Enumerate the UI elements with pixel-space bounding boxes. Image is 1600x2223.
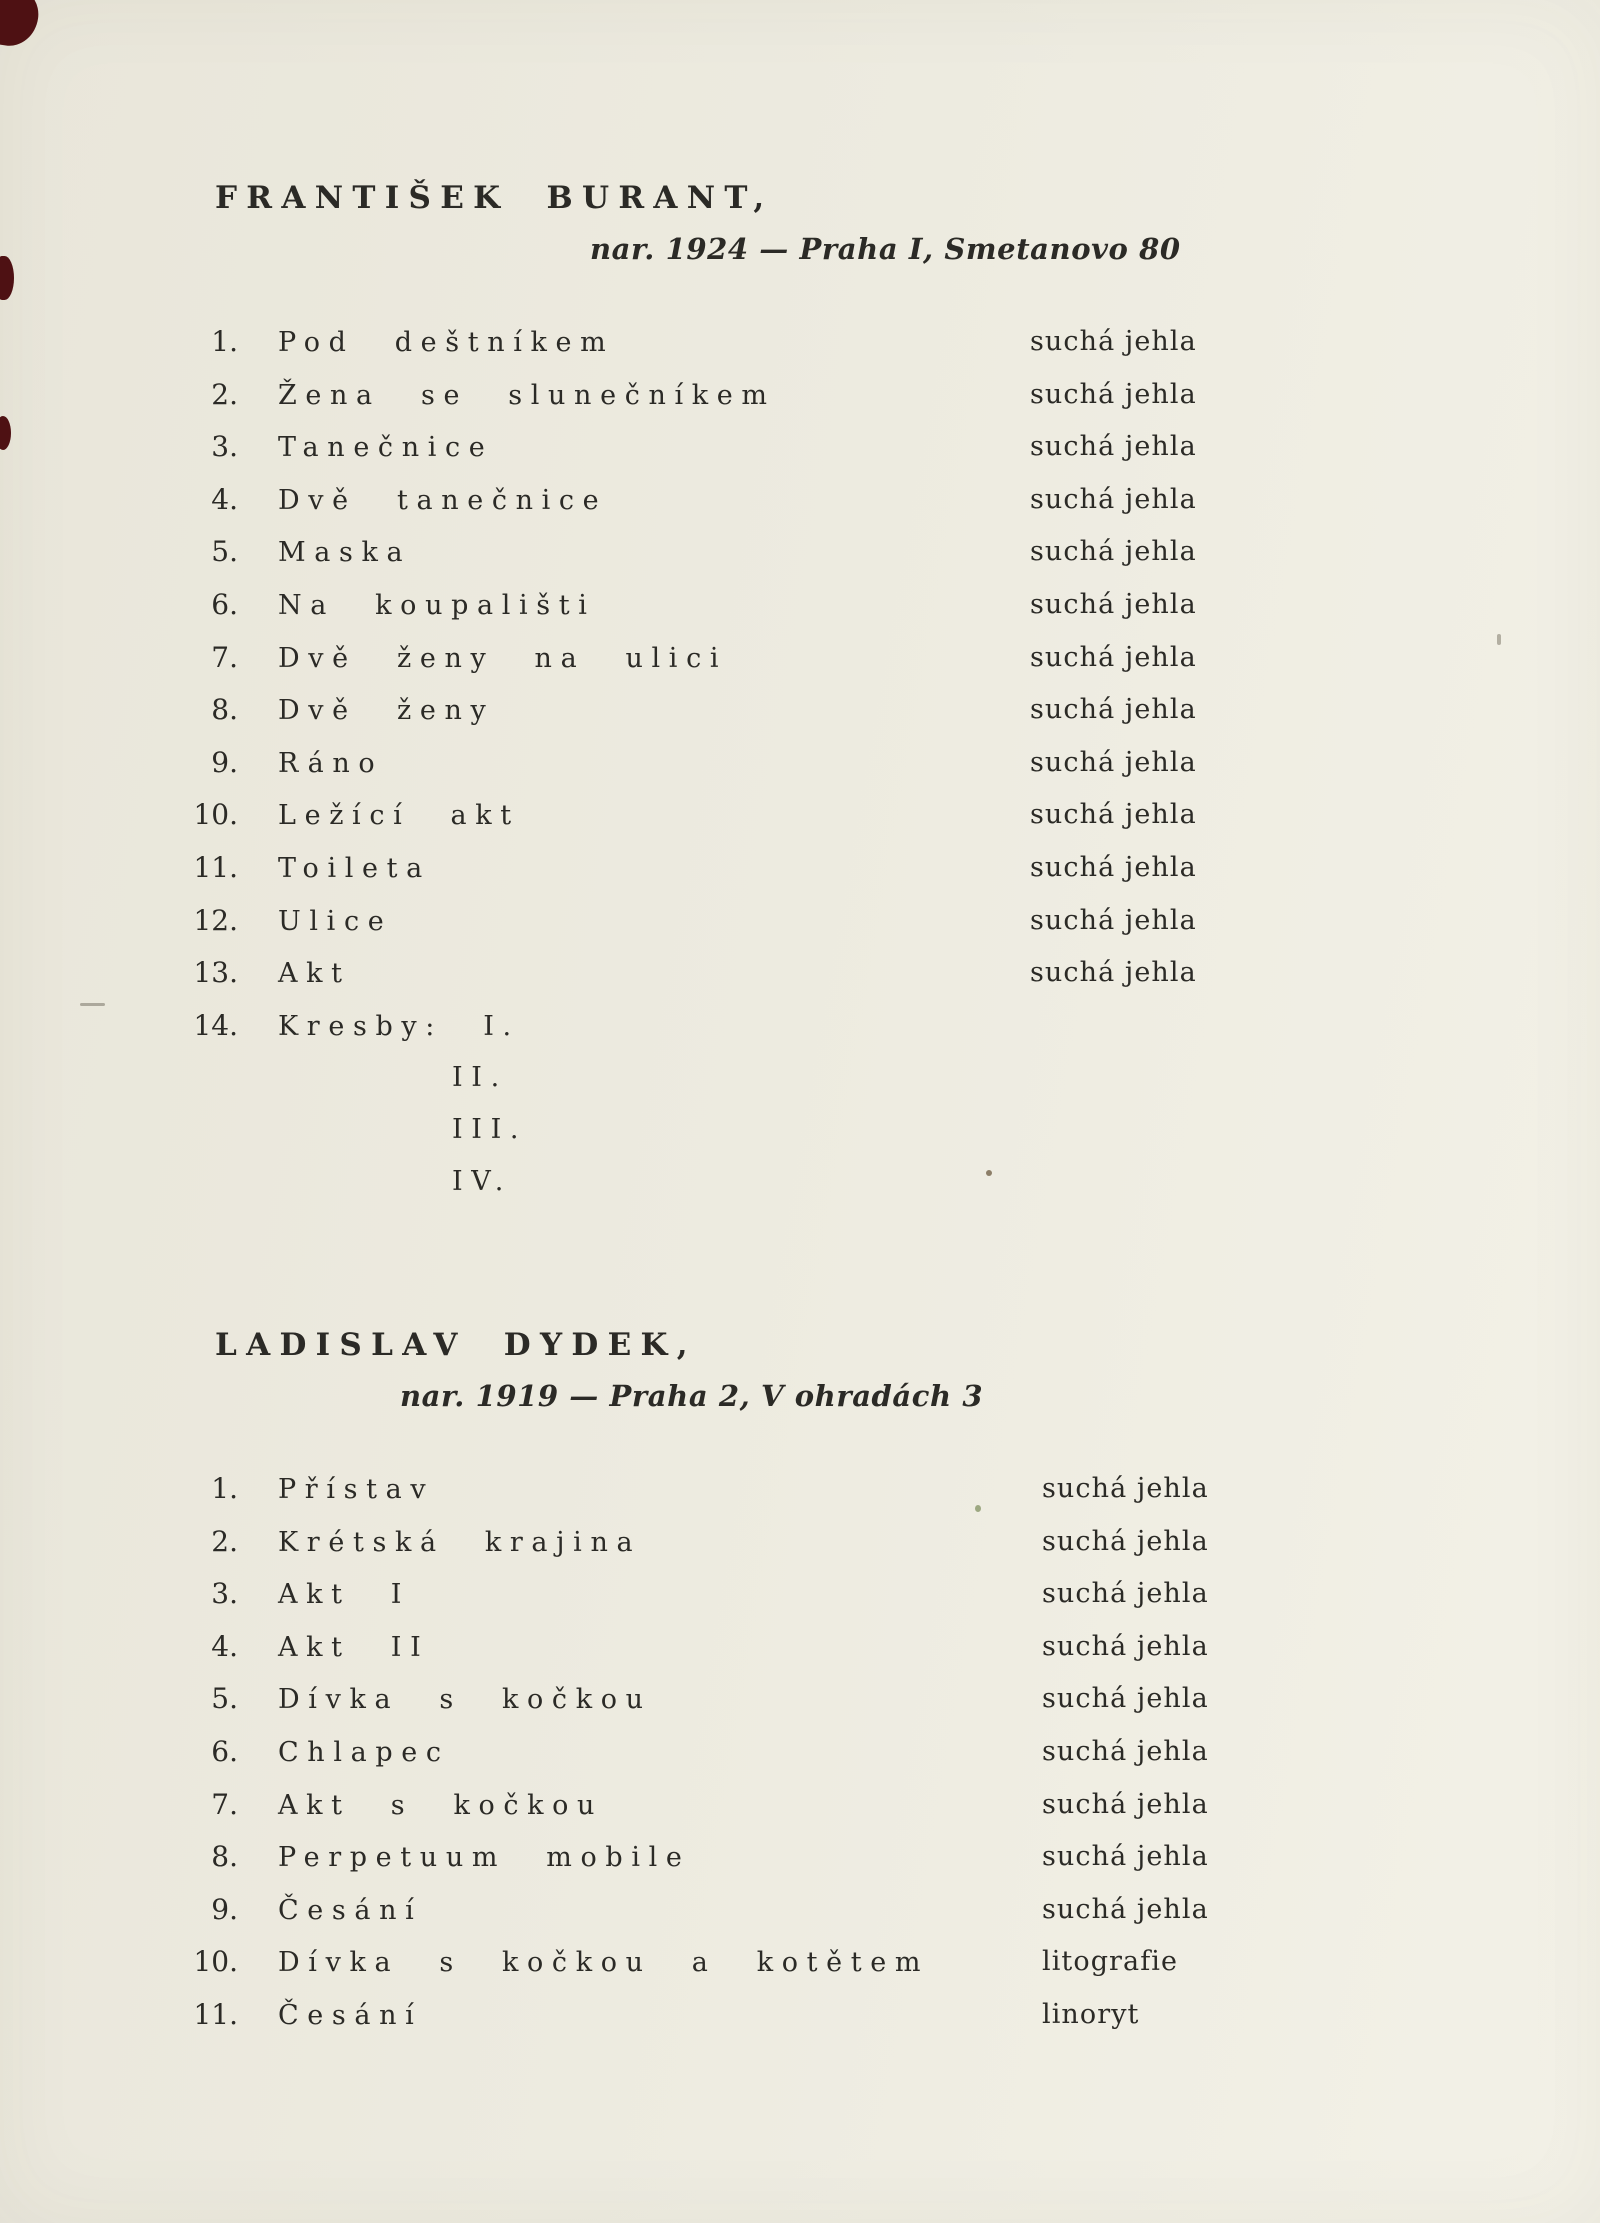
work-row [160,581,1600,634]
work-row [160,476,1600,529]
work-technique: suchá jehla [1030,851,1197,883]
work-row [160,1623,1600,1676]
work-number: 7. [211,1787,238,1821]
work-technique: suchá jehla [1030,904,1197,936]
work-number: 6. [211,587,238,621]
work-technique: suchá jehla [1030,957,1197,989]
work-number: 5. [211,1682,238,1716]
work-number: 5. [211,535,238,569]
work-title: Česání [278,2000,423,2032]
work-technique: suchá jehla [1042,1630,1209,1662]
work-title: Krétská krajina [278,1526,642,1558]
work-row [160,1728,1600,1781]
work-row [160,423,1600,476]
work-technique: suchá jehla [1030,326,1197,357]
work-technique: suchá jehla [1042,1893,1209,1925]
work-row [160,739,1600,792]
work-title: Dvě ženy [278,695,495,727]
work-number: 10. [193,1945,238,1979]
work-technique: suchá jehla [1042,1841,1209,1873]
work-number: 1. [211,325,238,358]
artist-name: FRANTIŠEK BURANT, [215,180,774,216]
work-number: 3. [211,1577,238,1611]
work-row [160,897,1600,950]
work-title: Žena se slunečníkem [278,379,776,411]
work-row [160,318,1600,371]
work-title: Toileta [278,852,431,884]
pencil-mark [80,1003,105,1006]
work-row [160,1886,1600,1939]
work-number: 4. [211,482,238,516]
work-number: 9. [211,1892,238,1926]
work-number: 2. [211,377,238,411]
work-technique: suchá jehla [1030,431,1197,463]
work-number: 4. [211,1629,238,1663]
work-number: 11. [193,850,238,884]
work-row [160,1938,1600,1991]
work-technique: linoryt [1042,1999,1140,2031]
work-title: Pod deštníkem [278,327,615,358]
work-row [160,844,1600,897]
work-number: 7. [211,640,238,674]
work-technique: suchá jehla [1030,536,1197,568]
work-title: Ležící akt [278,800,520,832]
work-title: Chlapec [278,1737,450,1769]
work-row [160,1833,1600,1886]
work-title: Na koupališti [278,589,596,621]
work-row [160,371,1600,424]
artist-section-burant [160,178,1600,1209]
work-row [160,1158,1600,1210]
work-row [160,528,1600,581]
work-number: 2. [211,1524,238,1558]
work-row [160,1465,1600,1518]
work-number: 6. [211,1735,238,1769]
work-row [160,1054,1600,1106]
work-row [160,791,1600,844]
work-technique: suchá jehla [1030,378,1197,410]
work-title: Akt [278,958,351,990]
work-row [160,686,1600,739]
work-technique: suchá jehla [1042,1473,1209,1505]
work-number: 8. [211,1840,238,1874]
work-title: Dvě ženy na ulici [278,642,728,674]
work-row [160,1106,1600,1158]
work-technique: suchá jehla [1030,641,1197,673]
work-technique: suchá jehla [1042,1788,1209,1820]
work-title: Dívka s kočkou a kotětem [278,1947,930,1979]
work-list [160,318,1600,1209]
work-number: 14. [193,1008,238,1042]
work-list [160,1465,1600,2044]
work-row [160,1991,1600,2044]
work-row [160,1781,1600,1834]
work-technique: suchá jehla [1042,1736,1209,1768]
work-title: Dívka s kočkou [278,1684,652,1716]
work-row [160,1570,1600,1623]
work-number: 11. [193,1998,238,2032]
work-technique: suchá jehla [1030,799,1197,831]
work-title: Perpetuum mobile [278,1842,691,1874]
work-row [160,1675,1600,1728]
artist-subtitle: nar. 1919 — Praha 2, V ohradách 3 [400,1379,984,1414]
work-title: Česání [278,1894,423,1926]
work-row [160,1002,1600,1055]
work-title: Akt s kočkou [278,1789,604,1821]
work-title: Tanečnice [278,432,494,464]
artist-subtitle: nar. 1924 — Praha I, Smetanovo 80 [590,232,1181,266]
work-row [160,1518,1600,1571]
work-title: Kresby: I. [278,1010,520,1042]
work-title: II. [452,1062,508,1094]
work-title: Akt I [278,1579,411,1611]
work-title: Přístav [278,1474,435,1506]
work-title: Ulice [278,905,393,937]
work-technique: suchá jehla [1030,694,1197,726]
work-number: 8. [211,693,238,727]
work-technique: litografie [1042,1946,1179,1978]
artist-section-dydek [160,1325,1600,2044]
work-technique: suchá jehla [1042,1683,1209,1715]
work-title: IV. [452,1165,512,1197]
work-number: 3. [211,430,238,464]
work-number: 9. [211,745,238,779]
work-number: 10. [193,798,238,832]
work-title: Dvě tanečnice [278,484,608,516]
work-title: III. [452,1113,528,1145]
work-number: 1. [211,1472,238,1506]
work-technique: suchá jehla [1042,1578,1209,1610]
work-title: Maska [278,537,412,569]
work-title: Akt II [278,1631,430,1663]
work-row [160,949,1600,1002]
work-technique: suchá jehla [1030,588,1197,620]
work-technique: suchá jehla [1030,483,1197,515]
work-row [160,634,1600,687]
work-technique: suchá jehla [1030,746,1197,778]
work-number: 13. [193,956,238,990]
artist-name: LADISLAV DYDEK, [215,1327,697,1364]
work-number: 12. [193,903,238,937]
work-technique: suchá jehla [1042,1525,1209,1557]
work-title: Ráno [278,747,384,779]
